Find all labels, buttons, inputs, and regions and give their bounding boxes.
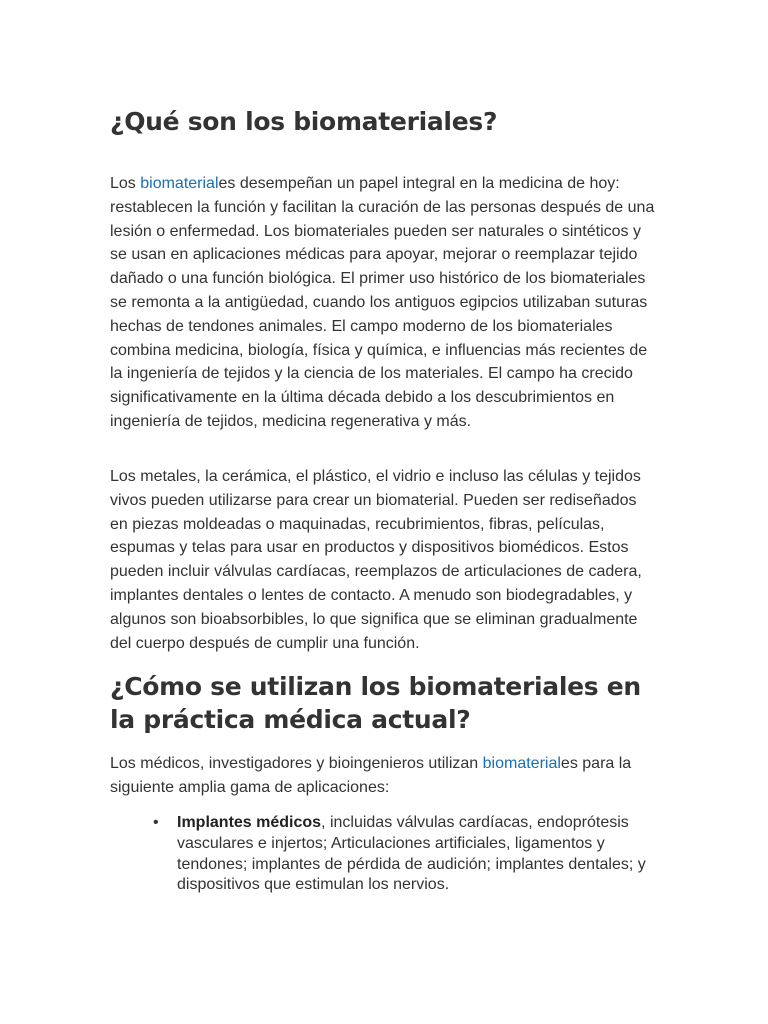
section-heading: ¿Cómo se utilizan los biomateriales en la práctica médica actual? — [110, 672, 641, 734]
paragraph-text: es para la siguiente amplia gama de aplicaciones: — [110, 755, 632, 796]
list-item-title: Implantes médicos — [177, 814, 322, 831]
paragraph-materials: Los metales, la cerámica, el plástico, el vidrio e incluso las células y tejidos vivos pueden utilizarse para crear un biomaterial. Pueden ser rediseñados en piezas moldeadas o maquinadas, recubrimientos, fibras, películas, espumas y telas para usar en productos y dispositivos biomédicos. Estos pueden incluir válvulas cardíacas, reemplazos de articulaciones de cadera, implantes dentales o lentes de contacto. A menudo son biodegradables, y algunos son bioabsorbibles, lo que significa que se eliminan gradualmente del cuerpo después de cumplir una función. — [110, 468, 642, 652]
biomaterial-link[interactable]: biomaterial — [482, 755, 561, 772]
paragraph-text: Los médicos, investigadores y bioingenieros utilizan — [110, 755, 483, 772]
paragraph-applications-intro — [110, 752, 658, 800]
biomaterial-link[interactable]: biomaterial — [140, 175, 219, 192]
applications-list — [153, 813, 658, 896]
bullet-icon: • — [153, 814, 159, 831]
list-item — [153, 813, 658, 896]
page-title: ¿Qué son los biomateriales? — [110, 107, 498, 136]
paragraph-intro — [110, 172, 658, 434]
paragraph-text: es desempeñan un papel integral en la medicina de hoy: restablecen la función y facilitan la curación de las personas después de una lesión o enfermedad. Los biomateriales pueden ser naturales o sintéticos y se usan en aplicaciones médicas para apoyar, mejorar o reemplazar tejido dañado o una función biológica. El primer uso histórico de los biomateriales se remonta a la antigüedad, cuando los antiguos egipcios utilizaban suturas hechas de tendones animales. El campo moderno de los biomateriales combina medicina, biología, física y química, e influencias más recientes de la ingeniería de tejidos y la ciencia de los materiales. El campo ha crecido significativamente en la última década debido a los descubrimientos en ingeniería de tejidos, medicina regenerativa y más. — [110, 175, 655, 430]
list-item-text: , incluidas válvulas cardíacas, endoprótesis vasculares e injertos; Articulaciones artificiales, ligamentos y tendones; implantes de pérdida de audición; implantes dentales; y dispositivos que estimulan los nervios. — [177, 814, 646, 894]
paragraph-text: Los — [110, 175, 141, 192]
